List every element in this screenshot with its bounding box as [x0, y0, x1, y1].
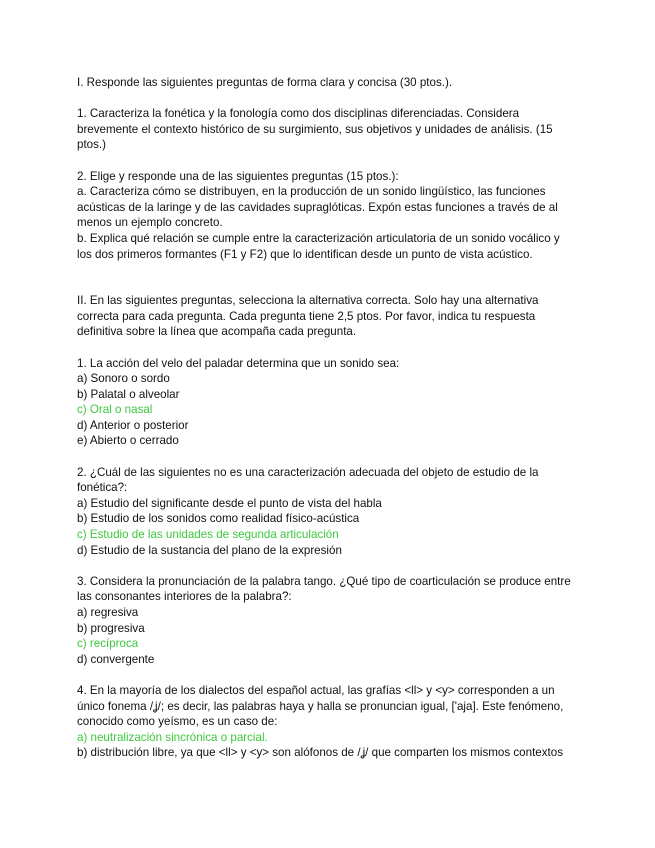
- question-prompt: 1. La acción del velo del paladar determina que un sonido sea:: [77, 356, 400, 370]
- answer-option-e: e) Abierto o cerrado: [77, 434, 179, 448]
- answer-option-d: d) convergente: [77, 652, 155, 666]
- section1-question-2-intro: 2. Elige y responde una de las siguientes preguntas (15 ptos.):: [77, 169, 399, 183]
- section1-question-1: 1. Caracteriza la fonética y la fonología como dos disciplinas diferenciadas. Considera brevemente el contexto histórico de su surgimiento, sus objetivos y unidades de análisis. (15 ptos.): [77, 107, 553, 152]
- question-block: [77, 356, 577, 450]
- answer-option-b: b) Estudio de los sonidos como realidad físico-acústica: [77, 512, 360, 526]
- answer-option-d: d) Estudio de la sustancia del plano de la expresión: [77, 543, 342, 557]
- section1-question-2-option-a: a. Caracteriza cómo se distribuyen, en la producción de un sonido lingüístico, las funciones acústicas de la laringe y de las cavidades supraglóticas. Expón estas funciones a través de al menos un ejemplo concreto.: [77, 185, 558, 230]
- answer-option-c-correct: c) Oral o nasal: [77, 403, 153, 417]
- answer-option-b: b) progresiva: [77, 621, 145, 635]
- answer-option-a: a) Estudio del significante desde el punto de vista del habla: [77, 496, 382, 510]
- question-block: [77, 574, 577, 668]
- question-block: [77, 465, 577, 559]
- section1-question-2-option-b: b. Explica qué relación se cumple entre la caracterización articulatoria de un sonido vocálico y los dos primeros formantes (F1 y F2) que lo identifican desde un punto de vista acústico.: [77, 231, 560, 261]
- question-prompt: 3. Considera la pronunciación de la palabra tango. ¿Qué tipo de coarticulación se produce entre las consonantes interiores de la palabra?:: [77, 574, 571, 604]
- question-prompt: 4. En la mayoría de los dialectos del español actual, las grafías <ll> y <y> corresponden a un único fonema /ʝ/; es decir, las palabras haya y halla se pronuncian igual, ['aja]. Este fenómeno, conocido como yeísmo, es un caso de:: [77, 683, 564, 729]
- exam-page: [77, 75, 577, 761]
- answer-option-a-correct: a) neutralización sincrónica o parcial.: [77, 730, 268, 744]
- section2-heading: II. En las siguientes preguntas, selecciona la alternativa correcta. Solo hay una alternativa correcta para cada pregunta. Cada pregunta tiene 2,5 ptos. Por favor, indica tu respuesta definitiva sobre la línea que acompaña cada pregunta.: [77, 294, 539, 339]
- answer-option-a: a) Sonoro o sordo: [77, 372, 170, 386]
- answer-option-b: b) Palatal o alveolar: [77, 387, 180, 401]
- question-block: [77, 683, 577, 761]
- answer-option-d: d) Anterior o posterior: [77, 418, 189, 432]
- answer-option-b: b) distribución libre, ya que <ll> y <y> son alófonos de /ʝ/ que comparten los mismos contextos: [77, 746, 564, 760]
- question-prompt: 2. ¿Cuál de las siguientes no es una caracterización adecuada del objeto de estudio de la fonética?:: [77, 465, 539, 495]
- answer-option-c-correct: c) Estudio de las unidades de segunda articulación: [77, 528, 339, 542]
- answer-option-c-correct: c) recíproca: [77, 637, 139, 651]
- answer-option-a: a) regresiva: [77, 606, 139, 619]
- section1-heading: I. Responde las siguientes preguntas de forma clara y concisa (30 ptos.).: [77, 76, 453, 89]
